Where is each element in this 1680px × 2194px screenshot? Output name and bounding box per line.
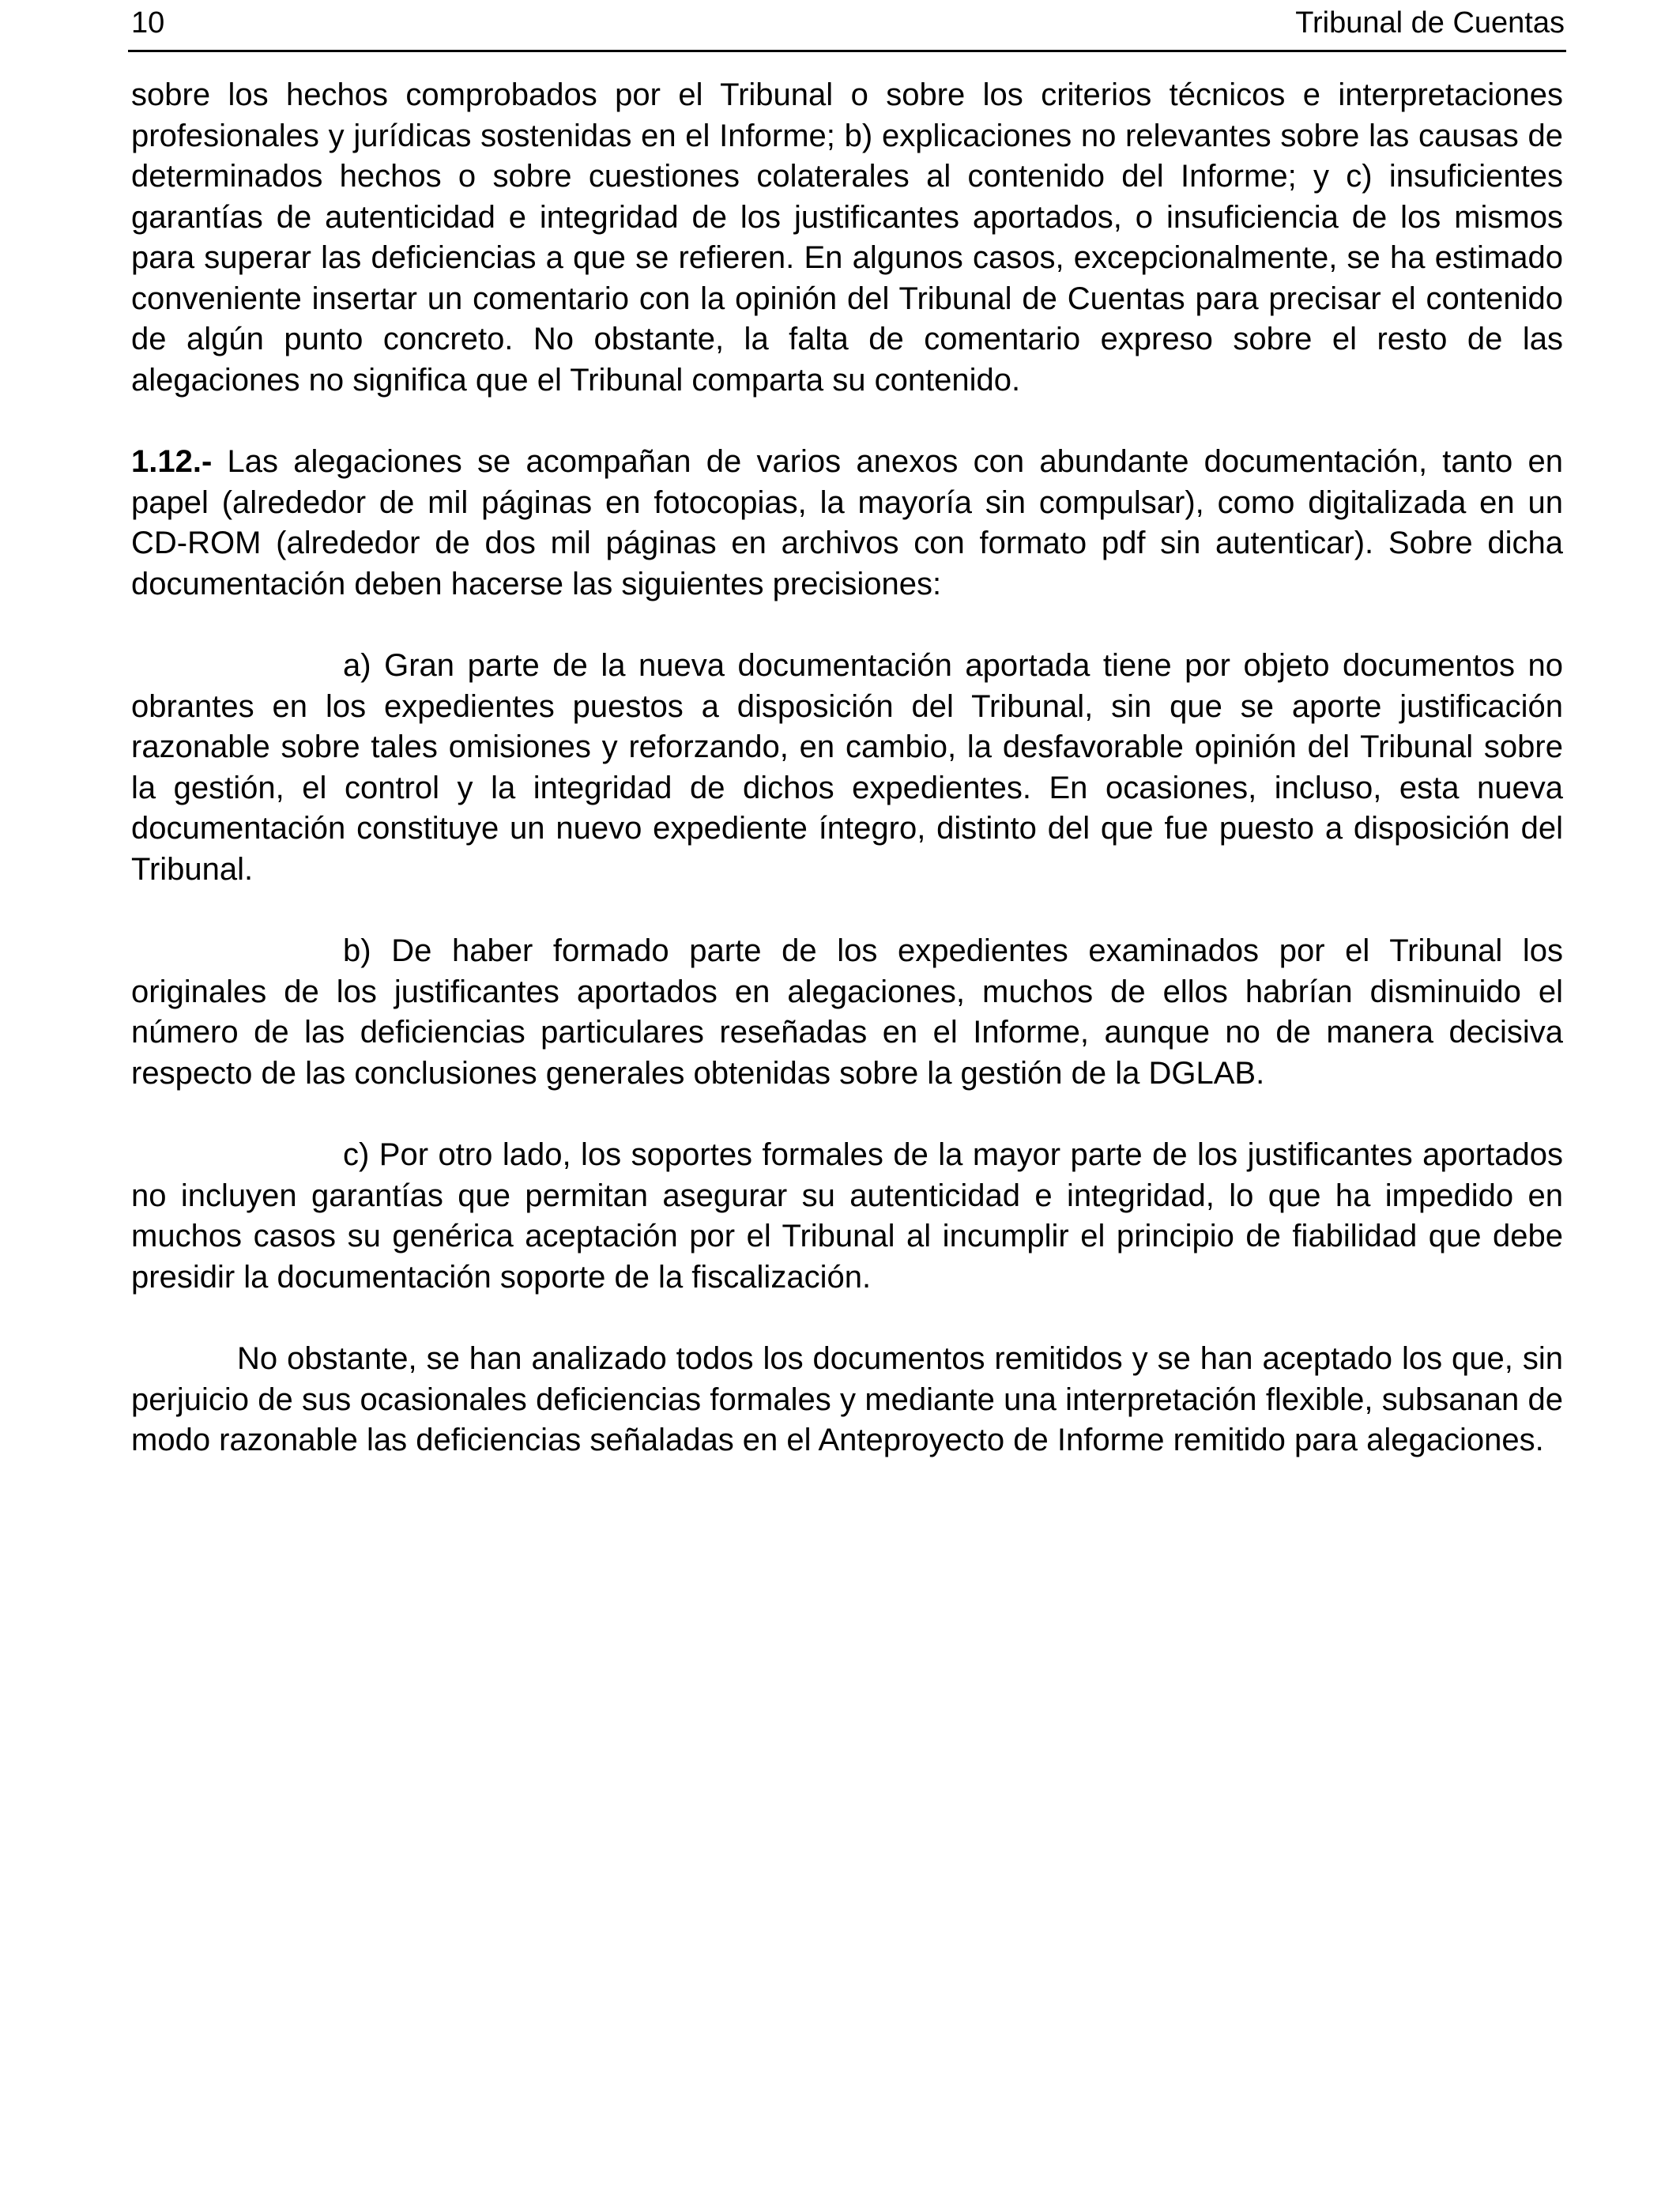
body-text [131,75,1563,1502]
list-item-b: b) De haber formado parte de los expedientes examinados por el Tribunal los originales de los justificantes aportados en alegaciones, muchos de ellos habrían disminuido el número de las deficiencias particulares reseñadas en el Informe, aunque no de manera decisiva respecto de las conclusiones generales obtenidas sobre la gestión de la DGLAB. [131,933,1563,1091]
page-number: 10 [131,6,165,40]
list-item-a: a) Gran parte de la nueva documentación aportada tiene por objeto documentos no obrantes en los expedientes puestos a disposición del Tribunal, sin que se aporte justificación razonable sobre tales omisiones y reforzando, en cambio, la desfavorable opinión del Tribunal sobre la gestión, el control y la integridad de dichos expedientes. En ocasiones, incluso, esta nueva documentación constituye un nuevo expediente íntegro, distinto del que fue puesto a disposición del Tribunal. [131,648,1563,887]
list-item-c: c) Por otro lado, los soportes formales de la mayor parte de los justificantes aportados no incluyen garantías que permitan asegurar su autenticidad e integridad, lo que ha impedido en muchos casos su genérica aceptación por el Tribunal al incumplir el principio de fiabilidad que debe presidir la documentación soporte de la fiscalización. [131,1137,1563,1295]
paragraph-1-12 [131,442,1563,605]
paragraph-1-12-text: Las alegaciones se acompañan de varios anexos con abundante documentación, tanto en papel (alrededor de mil páginas en fotocopias, la mayoría sin compulsar), como digitalizada en un CD-ROM (alrededor de dos mil páginas en archivos con formato pdf sin autenticar). Sobre dicha documentación deben hacerse las siguientes precisiones: [131,444,1563,601]
paragraph-continuation: sobre los hechos comprobados por el Tribunal o sobre los criterios técnicos e interpretaciones profesionales y jurídicas sostenidas en el Informe; b) explicaciones no relevantes sobre las causas de determinados hechos o sobre cuestiones colaterales al contenido del Informe; y c) insuficientes garantías de autenticidad e integridad de los justificantes aportados, o insuficiencia de los mismos para superar las deficiencias a que se refieren. En algunos casos, excepcionalmente, se ha estimado conveniente insertar un comentario con la opinión del Tribunal de Cuentas para precisar el contenido de algún punto concreto. No obstante, la falta de comentario expreso sobre el resto de las alegaciones no significa que el Tribunal comparta su contenido. [131,77,1563,398]
section-number: 1.12.- [131,444,213,479]
paragraph-final: No obstante, se han analizado todos los documentos remitidos y se han aceptado los que, sin perjuicio de sus ocasionales deficiencias formales y mediante una interpretación flexible, subsanan de modo razonable las deficiencias señaladas en el Anteproyecto de Informe remitido para alegaciones. [131,1341,1563,1457]
running-title: Tribunal de Cuentas [1295,6,1565,40]
page-header [128,0,1566,52]
